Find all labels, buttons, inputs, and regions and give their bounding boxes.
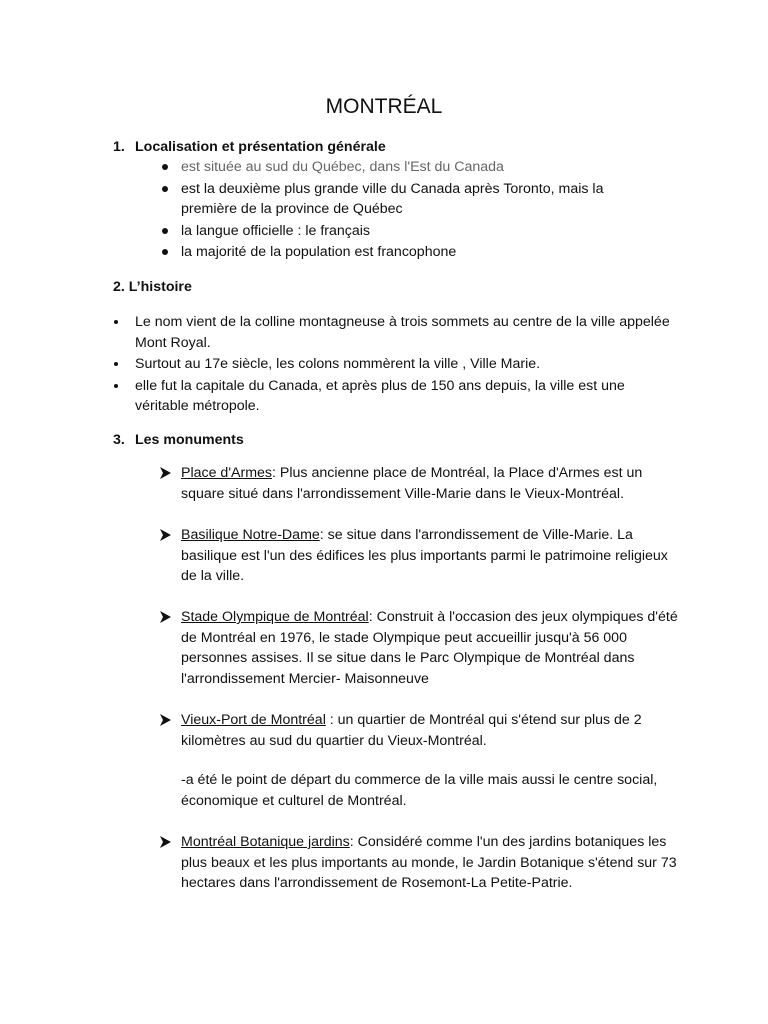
section-3-title: Les monuments: [135, 432, 244, 448]
arrow-bullet-icon: [160, 467, 171, 479]
section-2-heading: 2. L’histoire: [113, 279, 192, 295]
list-item: elle fut la capitale du Canada, et après plus de 150 ans depuis, la ville est une véritable métropole.: [113, 376, 673, 417]
section-2-list: [113, 312, 673, 418]
monument-description: : se situe dans l'arrondissement de Ville-Marie. La basilique est l'un des édifices les plus importants parmi le patrimoine religieux de la ville.: [181, 527, 668, 584]
arrow-bullet-icon: [160, 611, 171, 623]
list-item: Le nom vient de la colline montagneuse à trois sommets au centre de la ville appelée Mont Royal.: [113, 312, 673, 353]
monument-description: : un quartier de Montréal qui s'étend sur plus de 2 kilomètres au sud du quartier du Vieux-Montréal.: [181, 712, 642, 749]
monument-description: : Construit à l'occasion des jeux olympiques d'été de Montréal en 1976, le stade Olympique peut accueillir jusqu'à 56 000 personnes assises. Il se situe dans le Parc Olympique de Montréal dans l'arrondissement Mercier- Maisonneuve: [181, 609, 678, 687]
list-item: la majorité de la population est francophone: [160, 242, 640, 263]
monument-description: : Plus ancienne place de Montréal, la Place d'Armes est un square situé dans l'arrondissement Ville-Marie dans le Vieux-Montréal.: [181, 465, 643, 502]
section-1-title: Localisation et présentation générale: [135, 139, 386, 155]
document-title: MONTRÉAL: [325, 95, 443, 118]
monument-item: [160, 607, 680, 689]
monument-extra-paragraph: -a été le point de départ du commerce de la ville mais aussi le centre social, économique et culturel de Montréal.: [181, 772, 658, 809]
monument-item: [160, 710, 680, 751]
list-item: la langue officielle : le français: [160, 221, 640, 242]
section-1-number: 1.: [113, 139, 125, 155]
list-item: est la deuxième plus grande ville du Canada après Toronto, mais la première de la province de Québec: [160, 179, 640, 220]
section-1-heading: [113, 137, 386, 158]
monument-name: Place d'Armes: [181, 465, 273, 481]
monument-item: [160, 463, 680, 504]
monument-item: [160, 525, 680, 587]
monument-name: Basilique Notre-Dame: [181, 527, 320, 543]
arrow-bullet-icon: [160, 836, 171, 848]
monument-name: Vieux-Port de Montréal: [181, 712, 326, 728]
arrow-bullet-icon: [160, 529, 171, 541]
monument-item: [160, 832, 680, 894]
list-item: Surtout au 17e siècle, les colons nommèrent la ville , Ville Marie.: [113, 354, 673, 375]
arrow-bullet-icon: [160, 714, 171, 726]
monument-description: : Considéré comme l'un des jardins botaniques les plus beaux et les plus importants au monde, le Jardin Botanique s'étend sur 73 hectares dans l'arrondissement de Rosemont-La Petite-Patrie.: [181, 834, 677, 891]
monument-name: Montréal Botanique jardins: [181, 834, 350, 850]
section-3-number: 3.: [113, 432, 125, 448]
monument-name: Stade Olympique de Montréal: [181, 609, 369, 625]
section-1-list: [160, 157, 640, 264]
list-item: est située au sud du Québec, dans l'Est du Canada: [160, 157, 640, 178]
section-3-heading: [113, 430, 244, 451]
